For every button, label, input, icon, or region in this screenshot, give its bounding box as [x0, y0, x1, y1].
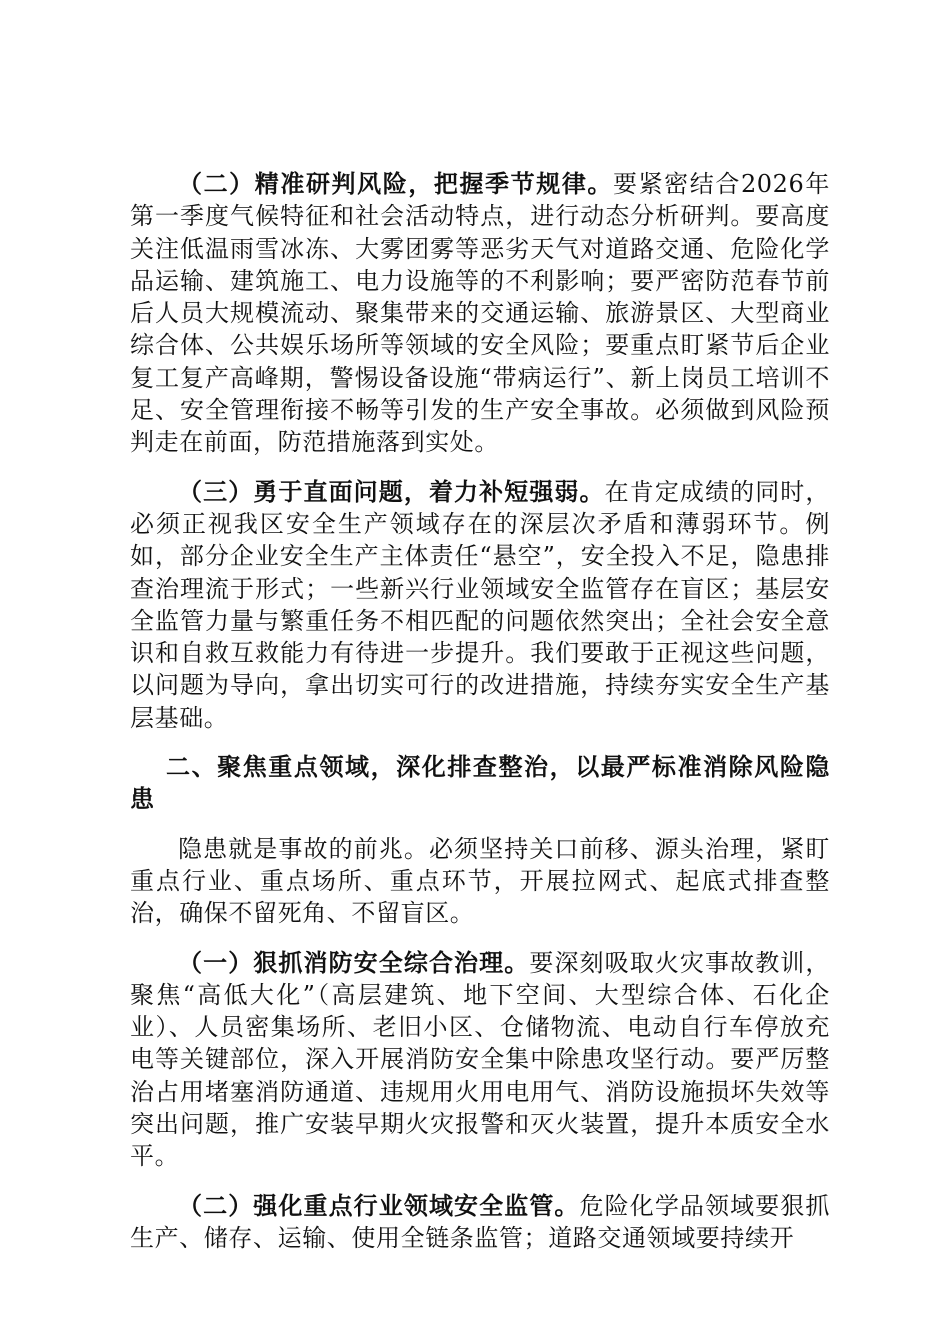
- paragraph-lead: （二）强化重点行业领域安全监管。: [178, 1190, 580, 1220]
- paragraph-key-industries: [130, 1190, 830, 1255]
- paragraph-text: 在肯定成绩的同时，必须正视我区安全生产领域存在的深层次矛盾和薄弱环节。例如，部分企业安全生产主体责任“悬空”，安全投入不足，隐患排查治理流于形式；一些新兴行业领域安全监管存在盲区；基层安全监管力量与繁重任务不相匹配的问题依然突出；全社会安全意识和自救互救能力有待进一步提升。我们要敢于正视这些问题，以问题为导向，拿出切实可行的改进措施，持续夯实安全生产基层基础。: [130, 477, 830, 732]
- paragraph-lead: （一）狠抓消防安全综合治理。: [178, 947, 530, 977]
- paragraph-lead: （三）勇于直面问题，着力补短强弱。: [178, 476, 605, 506]
- paragraph-lead: （二）精准研判风险，把握季节规律。: [178, 169, 613, 198]
- paragraph-text: 隐患就是事故的前兆。必须坚持关口前移、源头治理，紧盯重点行业、重点场所、重点环节，开展拉网式、起底式排查整治，确保不留死角、不留盲区。: [130, 834, 830, 928]
- paragraph-face-problems: [130, 476, 830, 734]
- document-body: [130, 168, 830, 1254]
- section-heading: 二、聚焦重点领域，深化排查整治，以最严标准消除风险隐患: [130, 752, 830, 814]
- paragraph-text: 危险化学品领域要狠抓生产、储存、运输、使用全链条监管；道路交通领域要持续开: [130, 1191, 830, 1252]
- paragraph-text: 要紧密结合2026年第一季度气候特征和社会活动特点，进行动态分析研判。要高度关注低温雨雪冰冻、大雾团雾等恶劣天气对道路交通、危险化学品运输、建筑施工、电力设施等的不利影响；要严密防范春节前后人员大规模流动、聚集带来的交通运输、旅游景区、大型商业综合体、公共娱乐场所等领域的安全风险；要重点盯紧节后企业复工复产高峰期，警惕设备设施“带病运行”、新上岗员工培训不足、安全管理衔接不畅等引发的生产安全事故。必须做到风险预判走在前面，防范措施落到实处。: [130, 170, 831, 457]
- paragraph-fire-safety: [130, 947, 830, 1173]
- paragraph-risk-assessment: [130, 168, 830, 459]
- paragraph-text: 要深刻吸取火灾事故教训，聚焦“高低大化”（高层建筑、地下空间、大型综合体、石化企业）、人员密集场所、老旧小区、仓储物流、电动自行车停放充电等关键部位，深入开展消防安全集中除患攻坚行动。要严厉整治占用堵塞消防通道、违规用火用电用气、消防设施损坏失效等突出问题，推广安装早期火灾报警和灭火装置，提升本质安全水平。: [130, 948, 830, 1171]
- paragraph-hidden-dangers: [130, 833, 830, 930]
